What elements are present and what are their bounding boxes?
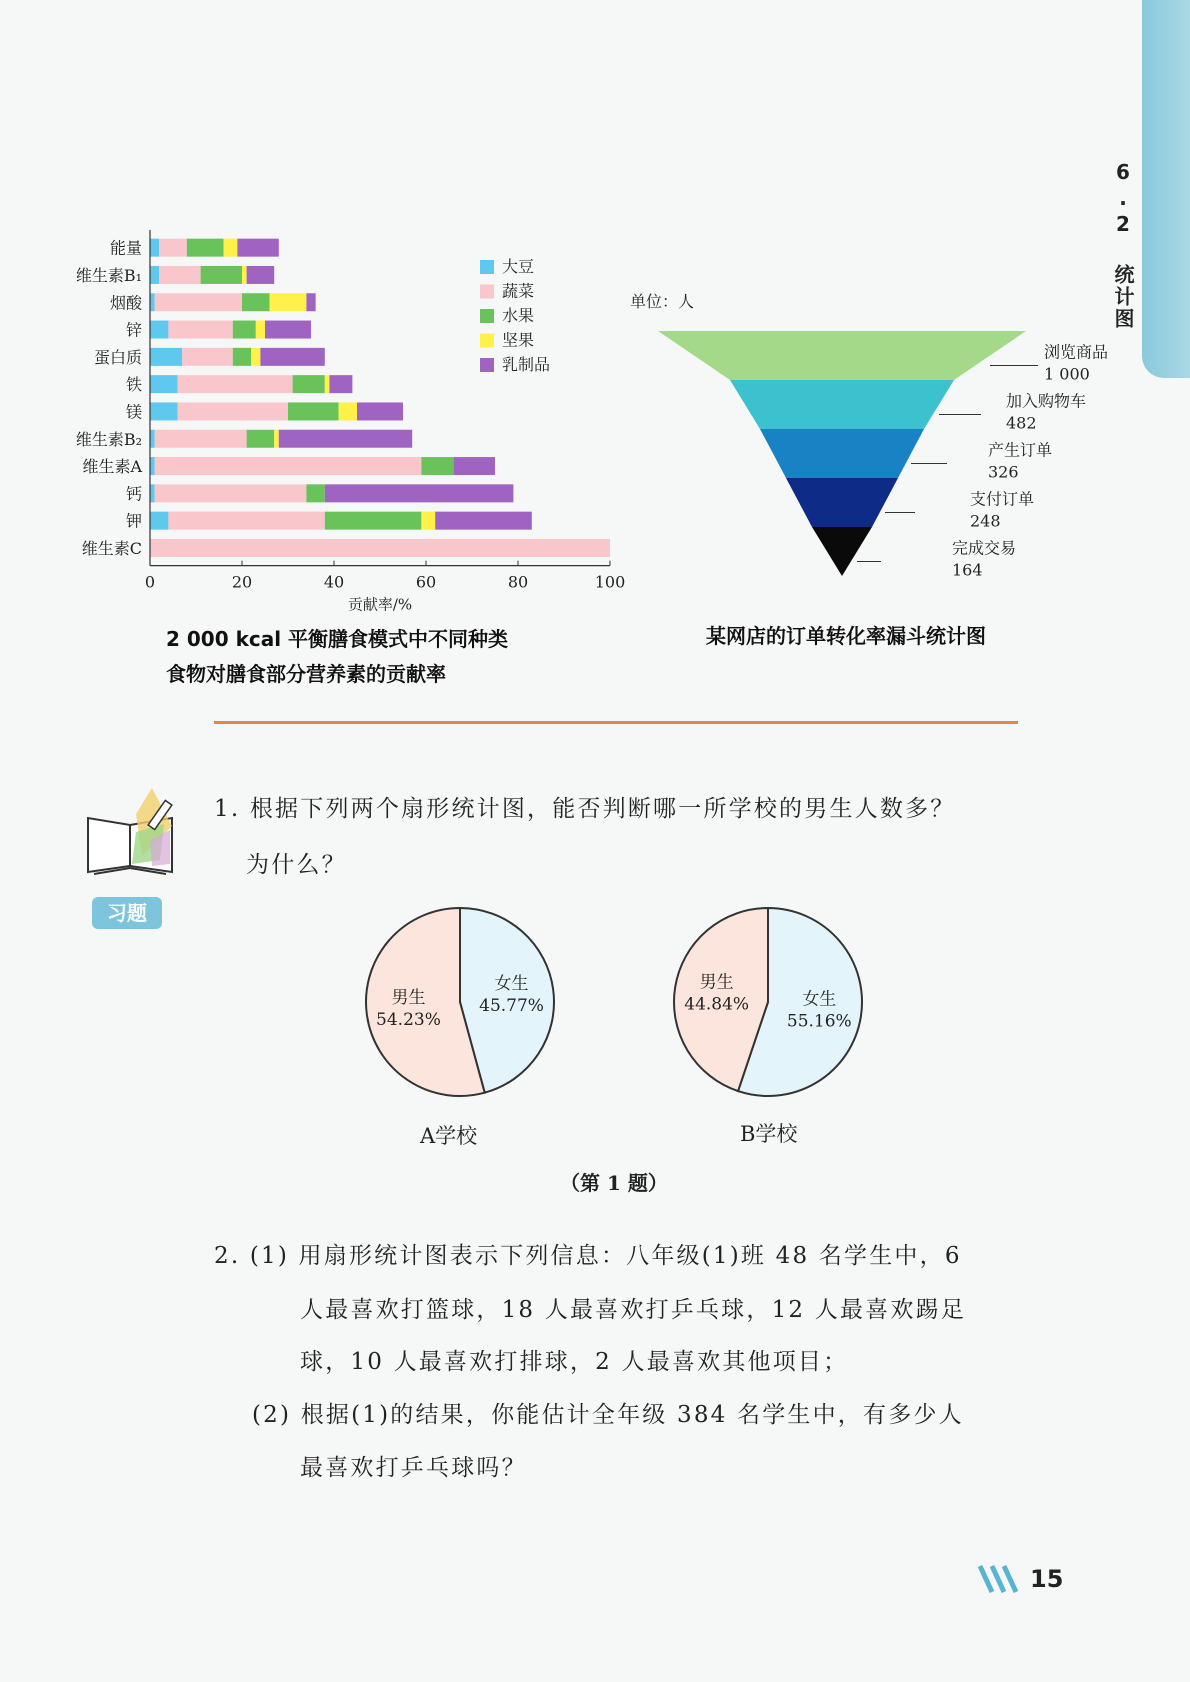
bar-segment: [159, 266, 200, 284]
funnel-stage: [786, 478, 898, 527]
bar-segment: [233, 348, 251, 366]
bar-segment: [260, 348, 324, 366]
bar-segment: [357, 402, 403, 420]
bar-segment: [242, 293, 270, 311]
funnel-stage-name: 加入购物车: [1006, 391, 1087, 411]
bar-segment: [339, 402, 357, 420]
bar-segment: [293, 375, 325, 393]
bar-segment: [329, 375, 352, 393]
bar-segment: [178, 402, 288, 420]
y-tick-label: 蛋白质: [93, 347, 142, 367]
question-2-line5: 最喜欢打乒乓球吗？: [300, 1455, 527, 1481]
x-tick-label: 60: [415, 572, 437, 592]
question-1-figure-caption: （第 1 题）: [560, 1171, 668, 1195]
funnel-unit-label: 单位：人: [630, 292, 695, 311]
section-tab-label: 6.2 统计图: [1111, 160, 1135, 330]
bar-segment: [270, 293, 307, 311]
y-tick-label: 锌: [125, 320, 142, 340]
x-tick-label: 100: [594, 572, 626, 592]
bar-segment: [325, 375, 330, 393]
funnel-stage: [760, 429, 924, 478]
pie-label-boys: 男生: [391, 987, 426, 1008]
funnel-stage-name: 完成交易: [952, 538, 1017, 558]
school-b-label: B学校: [740, 1122, 798, 1146]
bar-segment: [274, 430, 279, 448]
bar-segment: [224, 239, 238, 257]
school-a-label: A学校: [420, 1124, 478, 1148]
bar-segment: [187, 239, 224, 257]
funnel-stage-value: 482: [1006, 413, 1037, 433]
y-tick-label: 维生素B₂: [75, 429, 142, 449]
school-a-pie-chart: [360, 902, 560, 1102]
bar-segment: [306, 484, 324, 502]
funnel-stage: [658, 331, 1026, 380]
question-2-line1: 2. (1) 用扇形统计图表示下列信息：八年级(1)班 48 名学生中，6: [214, 1243, 962, 1269]
bar-segment: [150, 375, 178, 393]
bar-segment: [150, 266, 159, 284]
left-figure-caption-line1: 2 000 kcal 平衡膳食模式中不同种类: [166, 627, 509, 651]
legend-swatch: [480, 260, 494, 274]
section-divider: [214, 721, 1018, 724]
y-tick-label: 维生素A: [82, 457, 142, 477]
page-stripes-decoration: [976, 1562, 1026, 1596]
bar-segment: [454, 457, 495, 475]
bar-segment: [150, 293, 155, 311]
funnel-stage-name: 支付订单: [970, 489, 1035, 509]
funnel-stage: [812, 527, 872, 576]
legend-label: 蔬菜: [502, 281, 535, 301]
pie-value-boys: 44.84%: [684, 994, 750, 1015]
legend-label: 大豆: [502, 257, 535, 276]
school-b-pie-chart: [668, 902, 868, 1102]
y-tick-label: 维生素B₁: [75, 265, 142, 285]
y-tick-label: 钾: [125, 511, 142, 531]
bar-segment: [421, 512, 435, 530]
y-tick-label: 铁: [125, 375, 142, 395]
x-tick-label: 40: [323, 572, 345, 592]
bar-segment: [178, 375, 293, 393]
open-book-icon: [80, 780, 180, 880]
bar-segment: [233, 321, 256, 339]
bar-segment: [251, 348, 260, 366]
funnel-stage-value: 1 000: [1044, 364, 1090, 384]
question-2-line4: (2) 根据(1)的结果，你能估计全年级 384 名学生中，有多少人: [252, 1402, 964, 1428]
pie-value-girls: 45.77%: [479, 996, 544, 1017]
bar-segment: [201, 266, 242, 284]
bar-segment: [150, 348, 182, 366]
y-tick-label: 能量: [109, 238, 142, 258]
y-tick-label: 镁: [125, 402, 142, 422]
bar-segment: [150, 239, 159, 257]
left-figure-caption-line2: 食物对膳食部分营养素的贡献率: [166, 662, 446, 686]
bar-segment: [155, 484, 307, 502]
bar-segment: [256, 321, 265, 339]
pie-value-boys: 54.23%: [376, 1009, 441, 1030]
bar-segment: [168, 321, 232, 339]
pie-value-girls: 55.16%: [786, 1011, 852, 1032]
order-funnel-chart: [620, 285, 1120, 585]
legend-swatch: [480, 334, 494, 348]
bar-segment: [150, 430, 155, 448]
bar-segment: [288, 402, 339, 420]
chapter-tab: [1142, 0, 1190, 378]
bar-segment: [279, 430, 412, 448]
exercise-badge: 习题: [92, 897, 162, 929]
pie-label-girls: 女生: [802, 989, 837, 1010]
bar-segment: [150, 321, 168, 339]
bar-segment: [150, 539, 610, 557]
page-number: 15: [1030, 1565, 1064, 1593]
funnel-stage-value: 326: [988, 462, 1019, 482]
bar-segment: [325, 484, 514, 502]
bar-segment: [155, 457, 422, 475]
x-tick-label: 20: [231, 572, 253, 592]
bar-segment: [421, 457, 453, 475]
bar-segment: [435, 512, 532, 530]
pie-label-boys: 男生: [699, 972, 734, 993]
y-tick-label: 烟酸: [109, 293, 142, 313]
bar-segment: [150, 402, 178, 420]
bar-segment: [247, 430, 275, 448]
funnel-stage: [730, 380, 954, 429]
legend-swatch: [480, 309, 494, 323]
funnel-stage-value: 164: [952, 560, 983, 580]
bar-segment: [155, 430, 247, 448]
bar-segment: [168, 512, 324, 530]
legend-label: 水果: [502, 306, 535, 325]
nutrient-contribution-chart: [60, 220, 626, 614]
bar-segment: [150, 484, 155, 502]
bar-segment: [325, 512, 422, 530]
bar-segment: [306, 293, 315, 311]
question-1-line1: 1. 根据下列两个扇形统计图，能否判断哪一所学校的男生人数多？: [214, 796, 956, 822]
bar-segment: [247, 266, 275, 284]
funnel-stage-name: 浏览商品: [1044, 342, 1109, 362]
bar-segment: [150, 457, 155, 475]
y-tick-label: 维生素C: [81, 538, 142, 558]
legend-swatch: [480, 358, 494, 372]
question-1-line2: 为什么？: [246, 852, 347, 878]
x-tick-label: 0: [144, 572, 156, 592]
funnel-stage-value: 248: [970, 511, 1001, 531]
y-tick-label: 钙: [125, 484, 142, 504]
right-figure-caption: 某网店的订单转化率漏斗统计图: [706, 624, 986, 648]
bar-segment: [150, 512, 168, 530]
bar-segment: [265, 321, 311, 339]
legend-swatch: [480, 285, 494, 299]
legend-label: 乳制品: [502, 355, 551, 374]
bar-segment: [155, 293, 242, 311]
funnel-stage-name: 产生订单: [988, 440, 1053, 460]
bar-segment: [159, 239, 187, 257]
bar-segment: [242, 266, 247, 284]
bar-segment: [182, 348, 233, 366]
question-2-line3: 球，10 人最喜欢打排球，2 人最喜欢其他项目；: [300, 1349, 849, 1375]
legend-label: 坚果: [502, 330, 535, 350]
question-2-line2: 人最喜欢打篮球，18 人最喜欢打乒乓球，12 人最喜欢踢足: [300, 1297, 966, 1323]
x-axis-title: 贡献率/%: [347, 595, 413, 614]
pie-label-girls: 女生: [494, 974, 529, 995]
bar-segment: [237, 239, 278, 257]
x-tick-label: 80: [507, 572, 529, 592]
